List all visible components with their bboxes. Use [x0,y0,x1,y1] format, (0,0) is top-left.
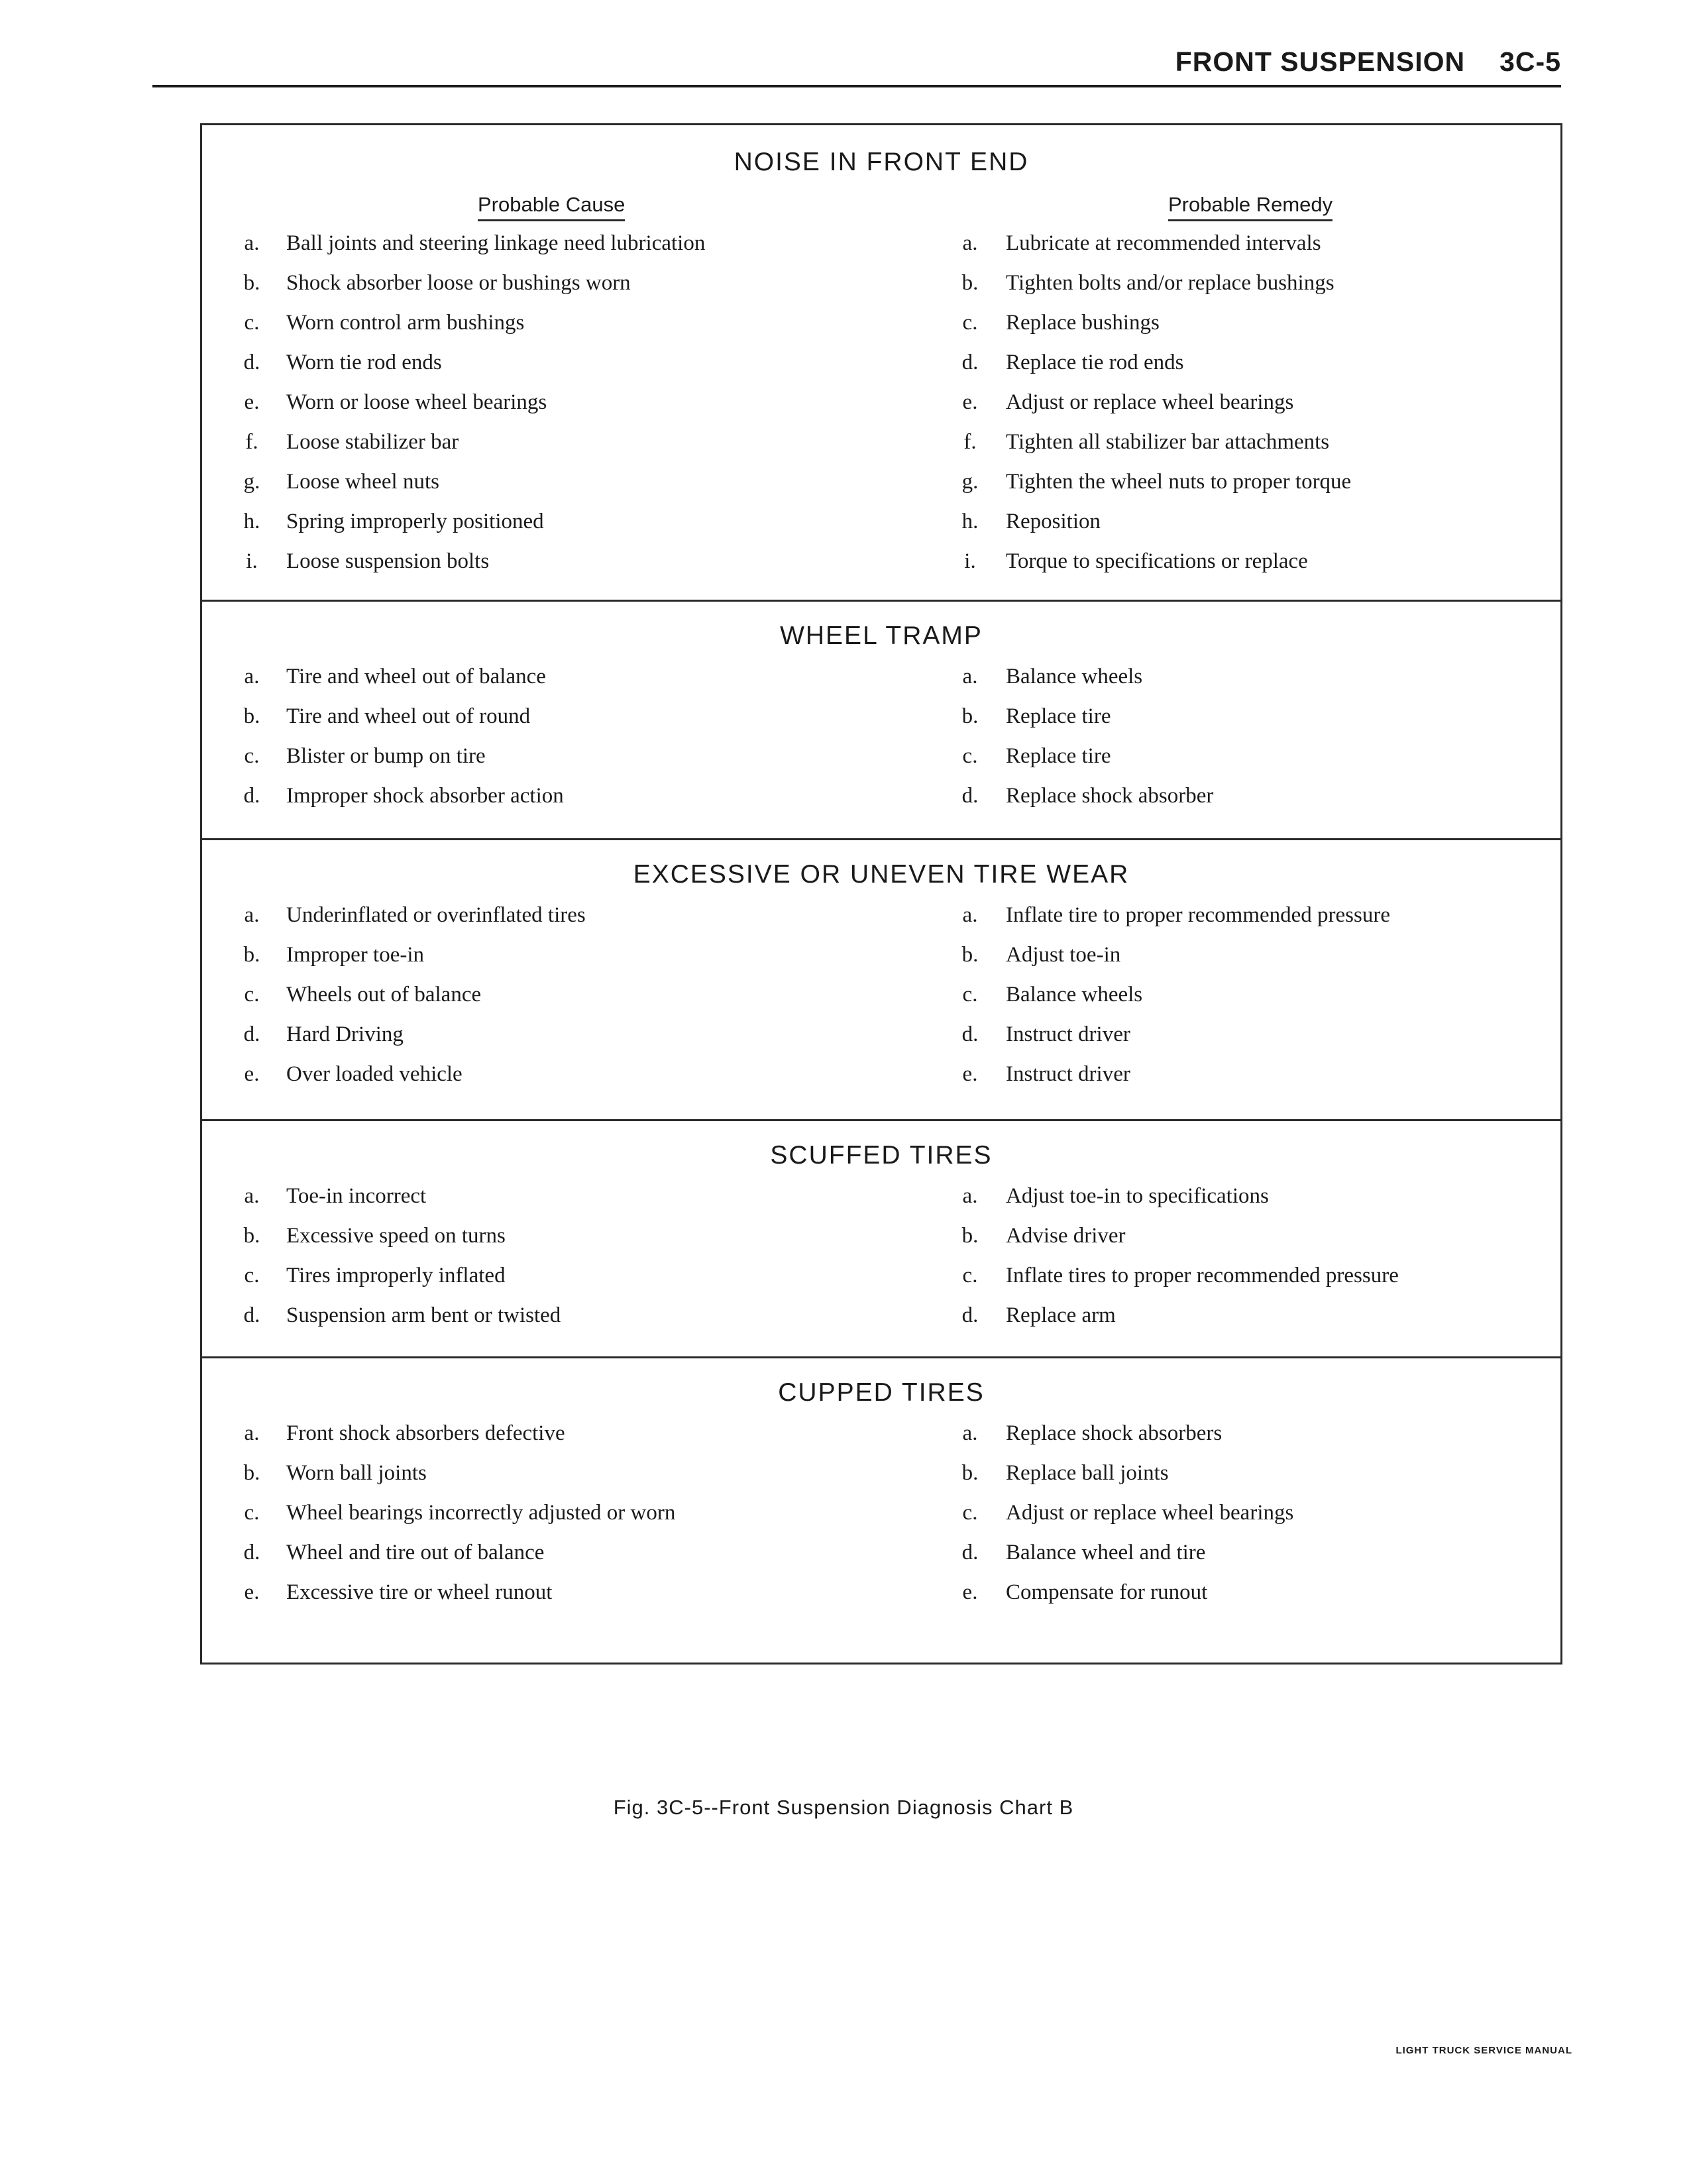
table-row [202,351,1560,390]
table-row [202,903,1560,943]
cause-text: Wheels out of balance [286,983,482,1007]
table-row [202,1501,1560,1541]
cause-letter: d. [243,1541,260,1564]
section-heading: SCUFFED TIRES [770,1141,993,1170]
remedy-letter: h. [961,510,979,533]
cause-text: Spring improperly positioned [286,510,544,533]
table-row [202,704,1560,744]
cause-letter: d. [243,1022,260,1046]
remedy-letter: a. [962,231,978,255]
cause-letter: c. [244,1501,260,1525]
cause-letter: b. [243,943,260,967]
cause-letter: b. [243,271,260,295]
cause-text: Worn control arm bushings [286,311,525,335]
remedy-text: Lubricate at recommended intervals [1006,231,1321,255]
remedy-letter: d. [961,1022,979,1046]
table-row [202,1062,1560,1102]
cause-text: Improper shock absorber action [286,784,564,808]
remedy-text: Torque to specifications or replace [1006,549,1308,573]
remedy-text: Replace tie rod ends [1006,351,1184,374]
table-row [202,311,1560,351]
cause-letter: c. [244,983,260,1007]
cause-text: Tire and wheel out of round [286,704,531,728]
cause-text: Ball joints and steering linkage need lubrication [286,231,706,255]
cause-text: Blister or bump on tire [286,744,486,768]
remedy-letter: d. [961,1541,979,1564]
cause-text: Hard Driving [286,1022,404,1046]
remedy-letter: d. [961,784,979,808]
remedy-letter: d. [961,351,979,374]
cause-text: Wheel bearings incorrectly adjusted or worn [286,1501,676,1525]
remedy-text: Advise driver [1006,1224,1126,1248]
running-header-title [1175,46,1561,78]
section-title: FRONT SUSPENSION [1175,46,1466,77]
cause-letter: c. [244,744,260,768]
remedy-text: Compensate for runout [1006,1580,1208,1604]
manual-title: LIGHT TRUCK SERVICE MANUAL [1395,2045,1572,2056]
remedy-text: Instruct driver [1006,1022,1130,1046]
cause-letter: a. [244,231,260,255]
cause-text: Loose wheel nuts [286,470,439,494]
remedy-text: Replace tire [1006,744,1111,768]
remedy-letter: c. [962,983,978,1007]
cause-letter: h. [243,510,260,533]
section-heading: CUPPED TIRES [778,1378,985,1407]
remedy-letter: b. [961,943,979,967]
remedy-letter: e. [962,390,978,414]
remedy-letter: c. [962,1501,978,1525]
remedy-text: Replace arm [1006,1303,1116,1327]
remedy-letter: c. [962,1264,978,1287]
remedy-text: Adjust toe-in [1006,943,1121,967]
cause-letter: g. [243,470,260,494]
cause-letter: b. [243,704,260,728]
remedy-letter: g. [961,470,979,494]
cause-text: Front shock absorbers defective [286,1421,565,1445]
remedy-letter: e. [962,1580,978,1604]
cause-text: Wheel and tire out of balance [286,1541,545,1564]
table-row [202,510,1560,549]
section-heading: EXCESSIVE OR UNEVEN TIRE WEAR [633,860,1130,889]
cause-letter: d. [243,784,260,808]
page-number: 3C-5 [1499,46,1561,77]
cause-letter: b. [243,1224,260,1248]
remedy-text: Tighten the wheel nuts to proper torque [1006,470,1352,494]
cause-text: Excessive speed on turns [286,1224,506,1248]
remedy-text: Adjust or replace wheel bearings [1006,1501,1294,1525]
column-head-cause: Probable Cause [478,193,625,221]
cause-letter: a. [244,903,260,927]
remedy-letter: i. [964,549,976,573]
remedy-text: Balance wheel and tire [1006,1541,1206,1564]
running-header [152,46,1561,89]
remedy-text: Replace ball joints [1006,1461,1169,1485]
cause-text: Toe-in incorrect [286,1184,427,1208]
cause-text: Over loaded vehicle [286,1062,463,1086]
cause-letter: a. [244,1184,260,1208]
cause-letter: c. [244,311,260,335]
remedy-text: Tighten all stabilizer bar attachments [1006,430,1330,454]
cause-text: Excessive tire or wheel runout [286,1580,553,1604]
cause-letter: a. [244,1421,260,1445]
remedy-text: Instruct driver [1006,1062,1130,1086]
remedy-letter: b. [961,271,979,295]
remedy-letter: a. [962,1421,978,1445]
remedy-letter: e. [962,1062,978,1086]
remedy-text: Reposition [1006,510,1101,533]
diagnosis-chart [200,123,1562,1665]
cause-letter: e. [244,390,260,414]
remedy-text: Replace tire [1006,704,1111,728]
remedy-letter: c. [962,311,978,335]
cause-letter: b. [243,1461,260,1485]
table-row [202,430,1560,470]
chart-section-tire-wear [202,838,1560,1121]
section-heading: NOISE IN FRONT END [734,148,1029,176]
cause-letter: e. [244,1580,260,1604]
table-row [202,1541,1560,1580]
remedy-text: Replace shock absorbers [1006,1421,1223,1445]
table-row [202,1461,1560,1501]
table-row [202,549,1560,589]
remedy-letter: b. [961,704,979,728]
table-row [202,1224,1560,1264]
header-rule [152,85,1561,87]
cause-text: Shock absorber loose or bushings worn [286,271,631,295]
table-row [202,983,1560,1022]
table-row [202,271,1560,311]
remedy-text: Inflate tire to proper recommended pressure [1006,903,1390,927]
remedy-letter: b. [961,1224,979,1248]
remedy-letter: a. [962,665,978,688]
table-row [202,231,1560,271]
cause-text: Worn ball joints [286,1461,427,1485]
cause-text: Loose suspension bolts [286,549,490,573]
cause-letter: f. [245,430,258,454]
cause-text: Suspension arm bent or twisted [286,1303,561,1327]
cause-letter: d. [243,1303,260,1327]
table-row [202,744,1560,784]
remedy-text: Balance wheels [1006,665,1143,688]
table-row [202,943,1560,983]
chart-section-scuffed-tires [202,1119,1560,1358]
cause-text: Loose stabilizer bar [286,430,459,454]
table-row [202,390,1560,430]
remedy-text: Inflate tires to proper recommended pressure [1006,1264,1399,1287]
table-row [202,1421,1560,1461]
remedy-text: Adjust toe-in to specifications [1006,1184,1269,1208]
cause-letter: a. [244,665,260,688]
cause-letter: c. [244,1264,260,1287]
chart-section-cupped-tires [202,1356,1560,1665]
cause-letter: d. [243,351,260,374]
cause-letter: i. [246,549,258,573]
remedy-letter: f. [963,430,977,454]
section-heading: WHEEL TRAMP [780,622,983,650]
remedy-letter: a. [962,1184,978,1208]
table-row [202,1264,1560,1303]
table-row [202,665,1560,704]
remedy-text: Balance wheels [1006,983,1143,1007]
remedy-text: Adjust or replace wheel bearings [1006,390,1294,414]
cause-text: Tire and wheel out of balance [286,665,546,688]
remedy-letter: d. [961,1303,979,1327]
remedy-text: Replace bushings [1006,311,1160,335]
column-head-remedy: Probable Remedy [1168,193,1333,221]
figure-caption: Fig. 3C-5--Front Suspension Diagnosis Chart B [613,1796,1074,1819]
remedy-text: Replace shock absorber [1006,784,1214,808]
remedy-letter: a. [962,903,978,927]
table-row [202,1580,1560,1620]
table-row [202,1303,1560,1343]
remedy-text: Tighten bolts and/or replace bushings [1006,271,1334,295]
cause-text: Improper toe-in [286,943,425,967]
table-row [202,784,1560,824]
cause-text: Tires improperly inflated [286,1264,506,1287]
cause-text: Worn tie rod ends [286,351,442,374]
chart-section-wheel-tramp [202,600,1560,840]
cause-text: Worn or loose wheel bearings [286,390,547,414]
table-row [202,1184,1560,1224]
remedy-letter: c. [962,744,978,768]
cause-letter: e. [244,1062,260,1086]
chart-section-noise [202,125,1560,600]
table-row [202,1022,1560,1062]
table-row [202,470,1560,510]
remedy-letter: b. [961,1461,979,1485]
cause-text: Underinflated or overinflated tires [286,903,586,927]
